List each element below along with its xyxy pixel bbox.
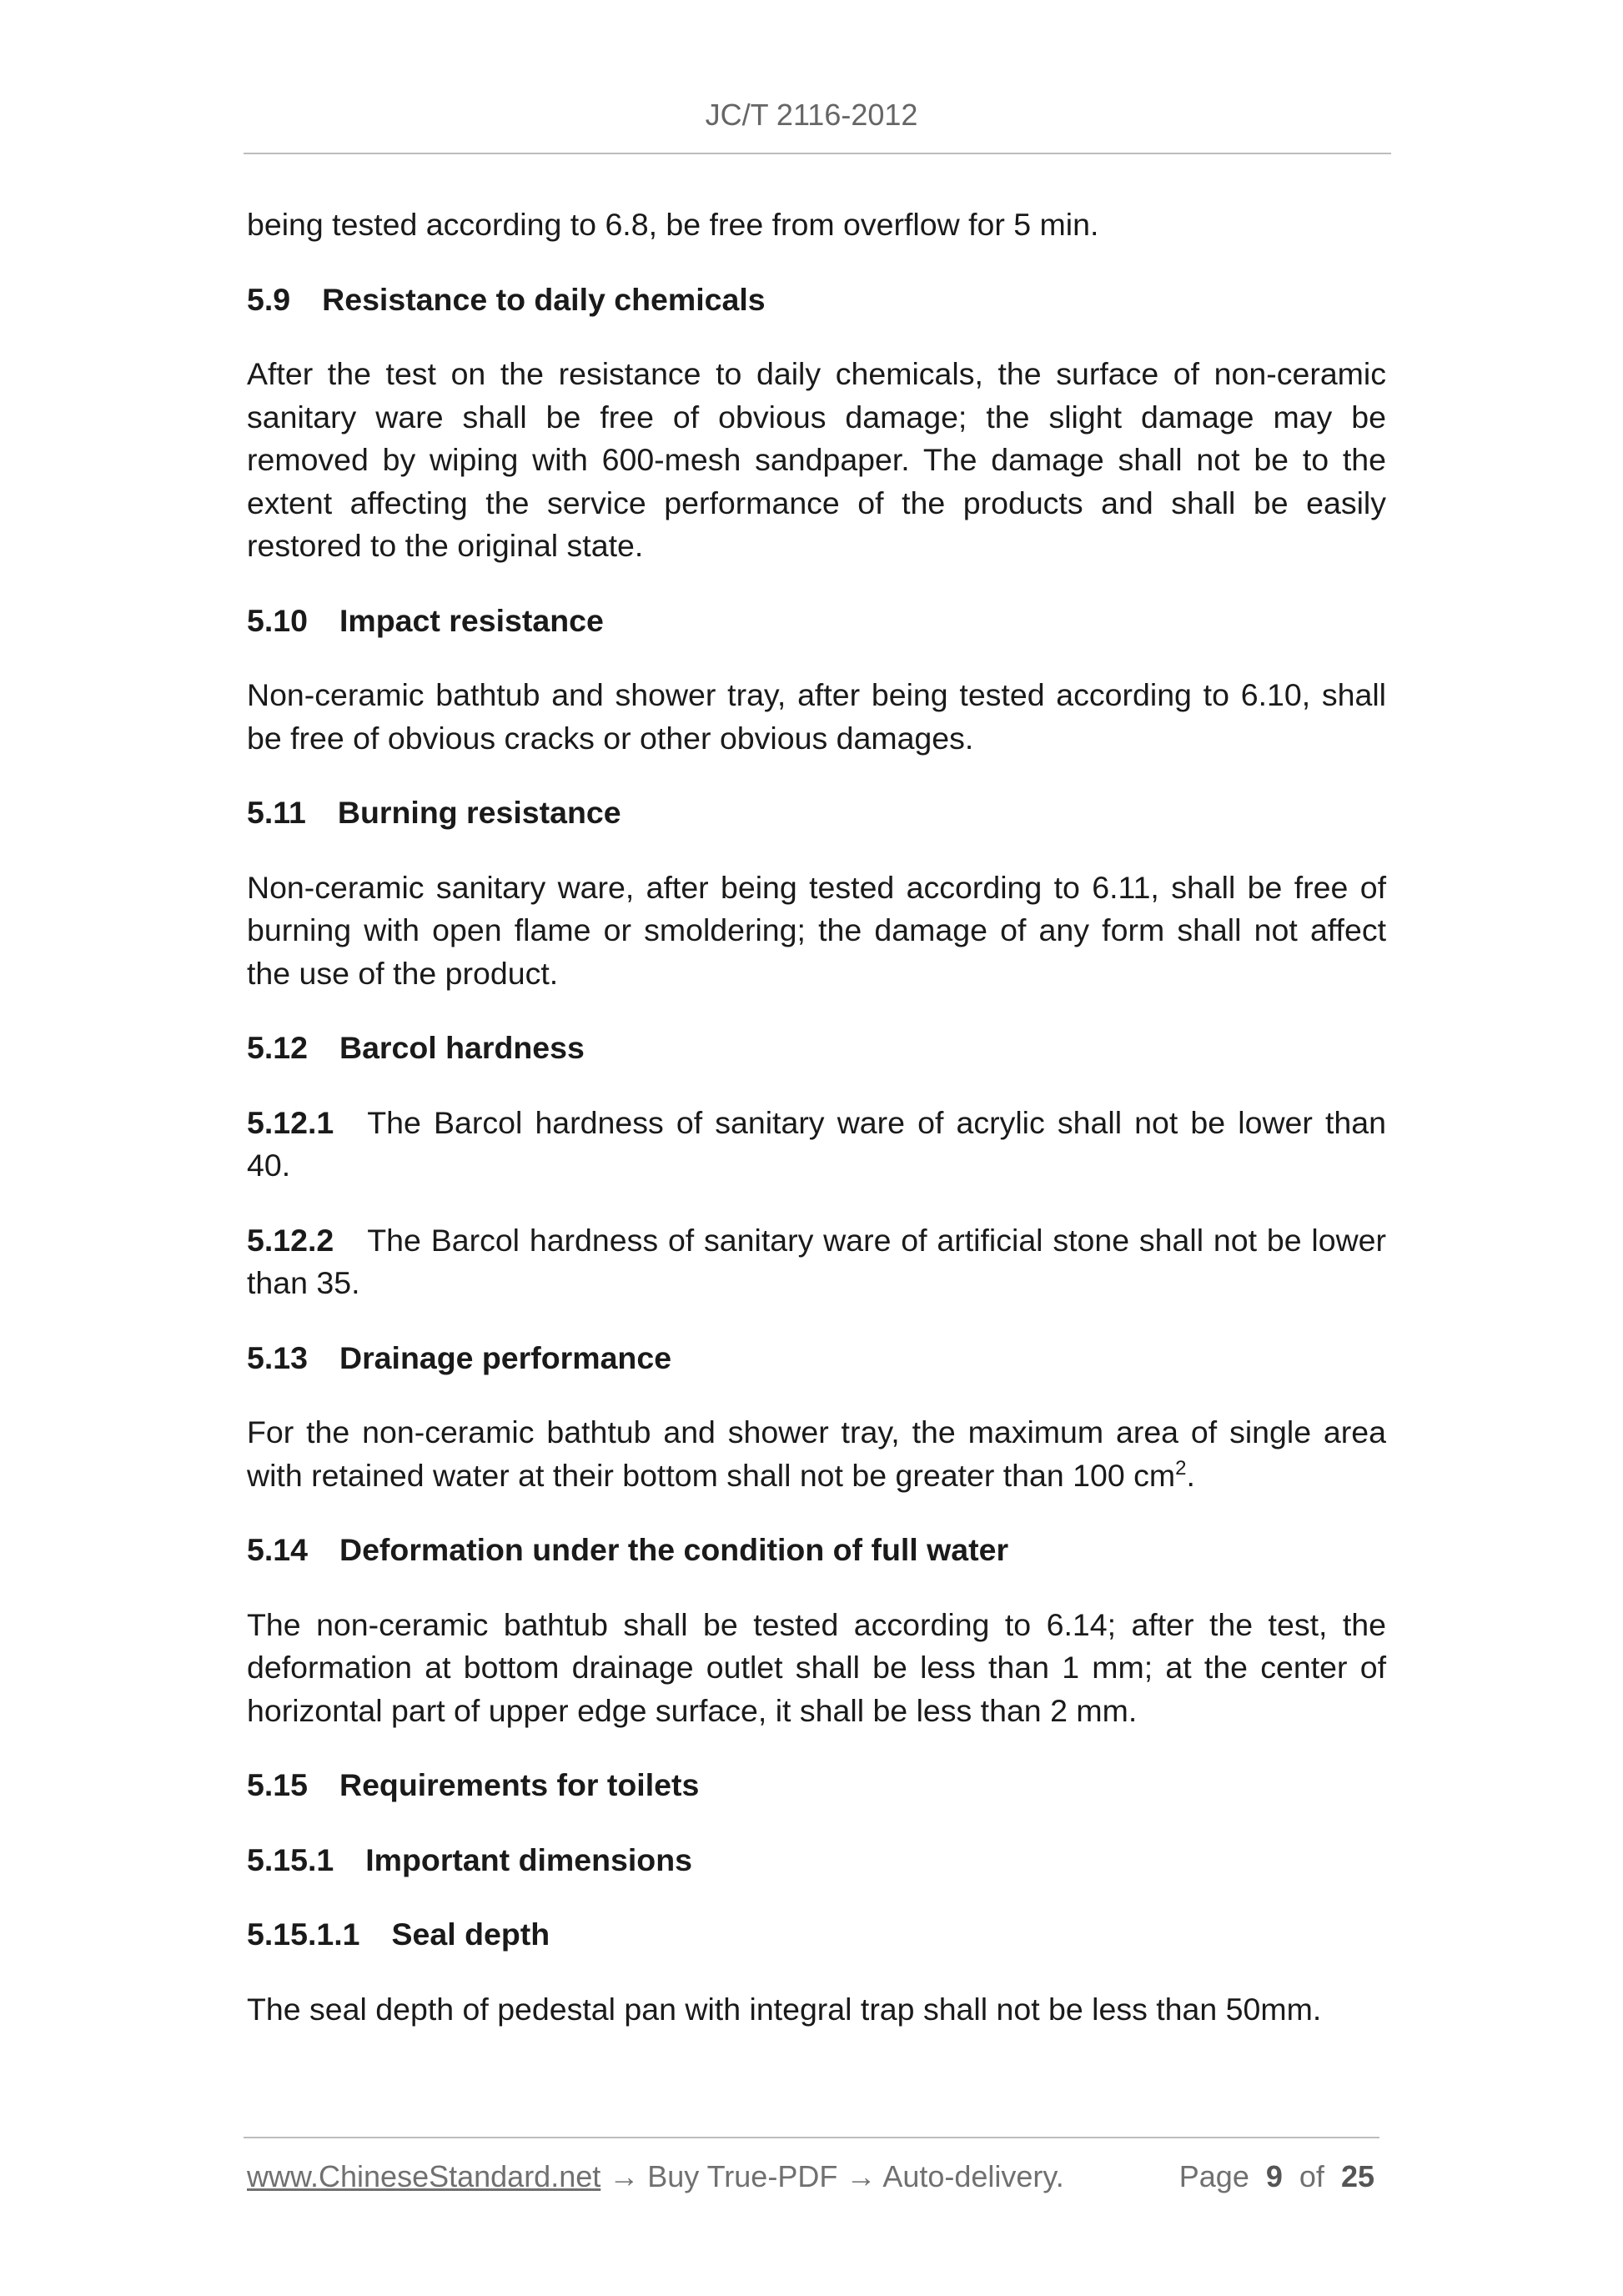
section-paragraph-5-11: Non-ceramic sanitary ware, after being tested according to 6.11, shall be free of burning with open flame or smoldering; the damage of any form shall not affect the use of the product. xyxy=(247,869,1386,991)
section-title: Requirements for toilets xyxy=(339,1767,700,1802)
clause-text: The Barcol hardness of sanitary ware of acrylic shall not be lower than 40. xyxy=(247,1104,1386,1183)
section-number: 5.13 xyxy=(247,1339,308,1375)
section-title: Deformation under the condition of full water xyxy=(339,1532,1009,1567)
section-title: Drainage performance xyxy=(339,1339,672,1375)
section-heading-5-15 xyxy=(247,1764,1386,1807)
clause-number: 5.12.1 xyxy=(247,1104,334,1140)
paragraph-text: For the non-ceramic bathtub and shower tray, the maximum area of single area with retained water at their bottom shall not be greater than 100 cm xyxy=(247,1414,1386,1493)
section-number: 5.14 xyxy=(247,1532,308,1567)
section-paragraph-5-15-1-1: The seal depth of pedestal pan with integral trap shall not be less than 50mm. xyxy=(247,1991,1322,2027)
page-number-info xyxy=(1179,2158,1374,2195)
document-code-header: JC/T 2116-2012 xyxy=(705,98,918,132)
page-footer xyxy=(247,2158,1374,2195)
section-number: 5.15.1 xyxy=(247,1841,334,1877)
of-label: of xyxy=(1299,2159,1324,2193)
section-paragraph-5-14: The non-ceramic bathtub shall be tested according to 6.14; after the test, the deformation at bottom drainage outlet shall be less than 1 mm; at the center of horizontal part of upper edge surface, it shall be less than 2 mm. xyxy=(247,1606,1386,1728)
section-number: 5.9 xyxy=(247,281,291,317)
header-divider xyxy=(244,153,1391,154)
footer-divider xyxy=(244,2137,1379,2138)
section-heading-5-14 xyxy=(247,1529,1386,1572)
section-number: 5.15 xyxy=(247,1767,308,1802)
section-number: 5.10 xyxy=(247,602,308,638)
section-paragraph-5-9: After the test on the resistance to daily chemicals, the surface of non-ceramic sanitary ware shall be free of obvious damage; the slight damage may be removed by wiping with 600-mesh sandpaper. The damage shall not be to the extent affecting the service performance of the products and shall be easily restored to the original state. xyxy=(247,356,1386,563)
website-link[interactable]: www.ChineseStandard.net xyxy=(247,2159,601,2193)
section-heading-5-15-1 xyxy=(247,1839,1386,1882)
section-heading-5-13 xyxy=(247,1337,1386,1380)
clause-text: The Barcol hardness of sanitary ware of artificial stone shall not be lower than 35. xyxy=(247,1222,1386,1300)
clause-5-12-1 xyxy=(247,1102,1386,1188)
section-number: 5.12 xyxy=(247,1030,308,1065)
section-heading-5-11 xyxy=(247,791,1386,835)
section-title: Burning resistance xyxy=(337,795,621,830)
section-number: 5.11 xyxy=(247,795,306,830)
footer-promo-text: → Buy True-PDF → Auto-delivery. xyxy=(600,2159,1064,2193)
section-paragraph-5-13 xyxy=(247,1411,1386,1497)
clause-5-12-2 xyxy=(247,1219,1386,1305)
current-page: 9 xyxy=(1265,2159,1283,2193)
superscript-unit: 2 xyxy=(1175,1456,1187,1480)
section-paragraph-5-10: Non-ceramic bathtub and shower tray, after being tested according to 6.10, shall be free of obvious cracks or other obvious damages. xyxy=(247,677,1386,756)
section-heading-5-12 xyxy=(247,1027,1386,1070)
section-heading-5-15-1-1 xyxy=(247,1913,1386,1957)
section-heading-5-9 xyxy=(247,279,1386,322)
section-title: Barcol hardness xyxy=(339,1030,585,1065)
page-label: Page xyxy=(1178,2159,1249,2193)
document-body xyxy=(247,203,1386,2062)
section-title: Seal depth xyxy=(391,1917,550,1952)
section-number: 5.15.1.1 xyxy=(247,1917,360,1952)
paragraph-end: . xyxy=(1186,1457,1195,1493)
section-heading-5-10 xyxy=(247,600,1386,643)
section-title: Resistance to daily chemicals xyxy=(322,281,766,317)
continuation-paragraph: being tested according to 6.8, be free from overflow for 5 min. xyxy=(247,207,1099,242)
section-title: Important dimensions xyxy=(365,1841,692,1877)
clause-number: 5.12.2 xyxy=(247,1222,334,1258)
section-title: Impact resistance xyxy=(339,602,604,638)
total-pages: 25 xyxy=(1340,2159,1374,2193)
